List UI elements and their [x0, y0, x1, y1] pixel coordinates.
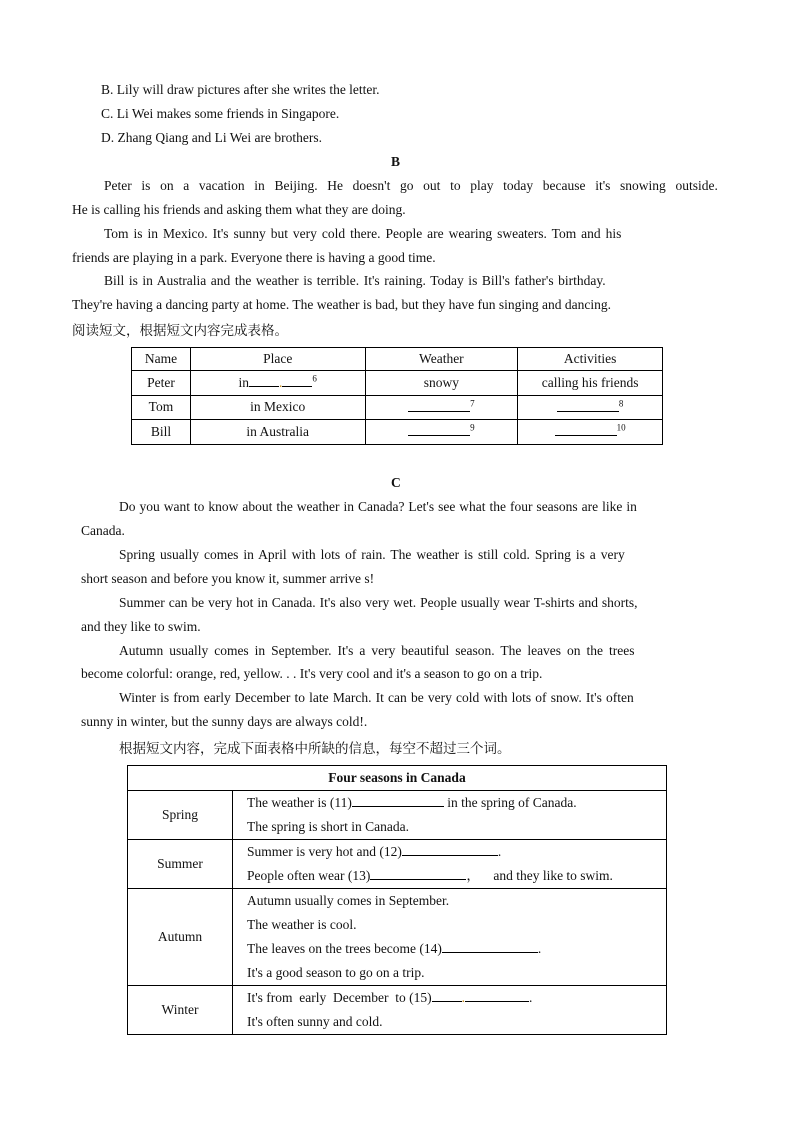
row-activity-blank[interactable]	[518, 395, 663, 420]
b-p2-line1: Tom is in Mexico. It's sunny but very cold there. People are wearing sweaters. Tom and his	[104, 226, 622, 241]
season-name-winter: Winter	[128, 986, 233, 1035]
spring-line1[interactable]: The weather is (11) in the spring of Canada.	[247, 795, 577, 810]
c-p2-line1: Spring usually comes in April with lots of rain. The weather is still cold. Spring is a very	[119, 547, 625, 562]
table-row	[128, 889, 667, 986]
option-c: C. Li Wei makes some friends in Singapore.	[101, 106, 340, 121]
table-row	[132, 395, 663, 420]
c-p5-line2: sunny in winter, but the sunny days are always cold!.	[81, 714, 368, 729]
blank-number: 6	[312, 373, 317, 384]
table-row	[128, 840, 667, 889]
seasons-table-title: Four seasons in Canada	[128, 766, 667, 791]
header-place: Place	[190, 348, 365, 371]
row-place: in Mexico	[190, 395, 365, 420]
option-b: B. Lily will draw pictures after she writes the letter.	[101, 82, 380, 97]
autumn-line3[interactable]: The leaves on the trees become (14) .	[247, 941, 542, 956]
header-name: Name	[132, 348, 191, 371]
row-name: Peter	[132, 371, 191, 396]
section-c-heading: C	[391, 475, 401, 490]
row-place[interactable]: in . $^6$	[190, 371, 365, 396]
season-details-spring	[233, 791, 667, 840]
row-weather: snowy	[365, 371, 518, 396]
row-weather-blank[interactable]	[365, 395, 518, 420]
season-name-spring: Spring	[128, 791, 233, 840]
header-activities: Activities	[518, 348, 663, 371]
blank-number: 8	[618, 398, 624, 409]
winter-line1[interactable]: It's from early December to (15) . .	[247, 990, 533, 1005]
c-p3-line2: and they like to swim.	[81, 619, 201, 634]
c-p4-line2: become colorful: orange, red, yellow. . . It's very cool and it's a season to go on a trip.	[81, 666, 543, 681]
table-row	[132, 420, 663, 445]
b-p1-line1: Peter is on a vacation in Beijing. He doesn't go out to play today because it's snowing outside.	[104, 178, 718, 193]
blank-number: 9	[470, 422, 475, 433]
spring-line2: The spring is short in Canada.	[247, 819, 409, 834]
row-weather-blank[interactable]	[365, 420, 518, 445]
c-p4-line1: Autumn usually comes in September. It's a very beautiful season. The leaves on the trees	[119, 643, 635, 658]
c-p2-line2: short season and before you know it, summer arrive s!	[81, 571, 375, 586]
b-p1-line2: He is calling his friends and asking them what they are doing.	[72, 202, 406, 217]
season-name-summer: Summer	[128, 840, 233, 889]
season-details-winter	[233, 986, 667, 1035]
season-details-summer	[233, 840, 667, 889]
table-row	[128, 791, 667, 840]
summer-line2[interactable]: People often wear (13) ， and they like to swim.	[247, 868, 613, 883]
blank-number: 10	[616, 422, 626, 433]
b-p2-line2: friends are playing in a park. Everyone there is having a good time.	[72, 250, 436, 265]
section-b-heading: B	[391, 154, 401, 169]
b-p3-line2: They're having a dancing party at home. The weather is bad, but they have fun singing and dancing.	[72, 297, 612, 312]
c-p5-line1: Winter is from early December to late March. It can be very cold with lots of snow. It's often	[119, 690, 634, 705]
season-details-autumn	[233, 889, 667, 986]
blank-number: 7	[470, 398, 475, 409]
autumn-line1: Autumn usually comes in September.	[247, 893, 450, 908]
season-name-autumn: Autumn	[128, 889, 233, 986]
c-p1-line1: Do you want to know about the weather in Canada? Let's see what the four seasons are like in	[119, 499, 637, 514]
b-p3-line1: Bill is in Australia and the weather is terrible. It's raining. Today is Bill's father's birthday.	[104, 273, 606, 288]
c-p3-line1: Summer can be very hot in Canada. It's also very wet. People usually wear T-shirts and shorts,	[119, 595, 638, 610]
b-instruction: 阅读短文，根据短文内容完成表格。	[72, 323, 288, 339]
row-name: Tom	[132, 395, 191, 420]
row-place: in Australia	[190, 420, 365, 445]
option-d: D. Zhang Qiang and Li Wei are brothers.	[101, 130, 322, 145]
c-instruction: 根据短文内容，完成下面表格中所缺的信息，每空不超过三个词。	[119, 741, 511, 757]
row-activity: calling his friends	[518, 371, 663, 396]
header-weather: Weather	[365, 348, 518, 371]
c-p1-line2: Canada.	[81, 523, 125, 538]
autumn-line2: The weather is cool.	[247, 917, 357, 932]
summer-line1[interactable]: Summer is very hot and (12) .	[247, 844, 502, 859]
autumn-line4: It's a good season to go on a trip.	[247, 965, 425, 980]
weather-table	[131, 347, 663, 445]
row-activity-blank[interactable]	[518, 420, 663, 445]
winter-line2: It's often sunny and cold.	[247, 1014, 383, 1029]
table-row	[128, 986, 667, 1035]
table-row	[132, 371, 663, 396]
place-prefix: in	[238, 375, 250, 391]
seasons-table	[127, 765, 667, 1035]
row-name: Bill	[132, 420, 191, 445]
